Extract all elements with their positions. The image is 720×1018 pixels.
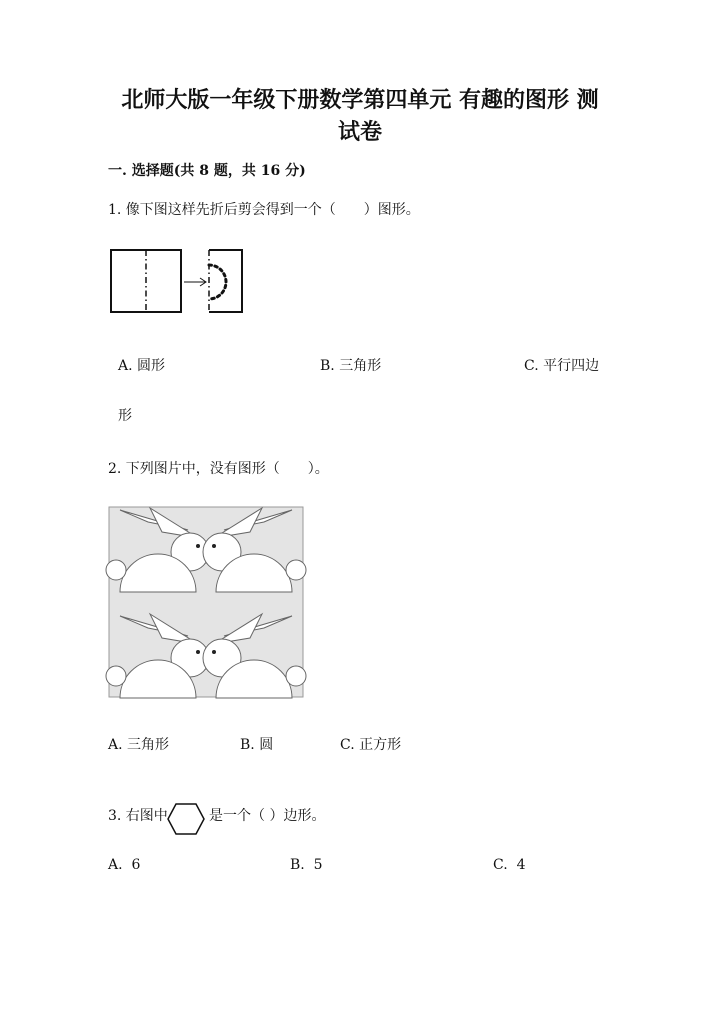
- q3-option-c[interactable]: C. 4: [493, 857, 526, 873]
- q3-option-a[interactable]: A. 6: [108, 857, 141, 873]
- question-3-text-before: 3. 右图中: [108, 808, 168, 824]
- rabbit-eye: [196, 544, 200, 548]
- title-line-2: 试卷: [337, 119, 382, 145]
- q3-option-b[interactable]: B. 5: [290, 857, 323, 873]
- question-3-text-after: 是一个（ ）边形。: [209, 808, 326, 824]
- section-heading: 一. 选择题(共 8 题，共 16 分): [108, 163, 306, 179]
- question-2-text: 2. 下列图片中，没有图形（ ）。: [108, 461, 329, 477]
- q1-option-a[interactable]: A. 圆形: [118, 358, 166, 374]
- page-title: [60, 84, 660, 148]
- q2-option-a[interactable]: A. 三角形: [108, 737, 170, 753]
- q1-option-b[interactable]: B. 三角形: [320, 358, 382, 374]
- q2-option-c[interactable]: C. 正方形: [340, 737, 402, 753]
- cut-half-circle: [209, 265, 226, 299]
- q2-option-b[interactable]: B. 圆: [240, 737, 274, 753]
- hexagon-figure: [166, 802, 206, 836]
- q1-option-c[interactable]: C. 平行四边: [524, 358, 600, 374]
- q1-option-c-continued: 形: [118, 408, 132, 424]
- question-1-text: 1. 像下图这样先折后剪会得到一个（ ）图形。: [108, 202, 420, 218]
- title-line-1: 北师大版一年级下册数学第四单元 有趣的图形 测: [121, 87, 599, 113]
- fold-cut-figure: [108, 246, 248, 316]
- rabbits-picture: [108, 506, 304, 698]
